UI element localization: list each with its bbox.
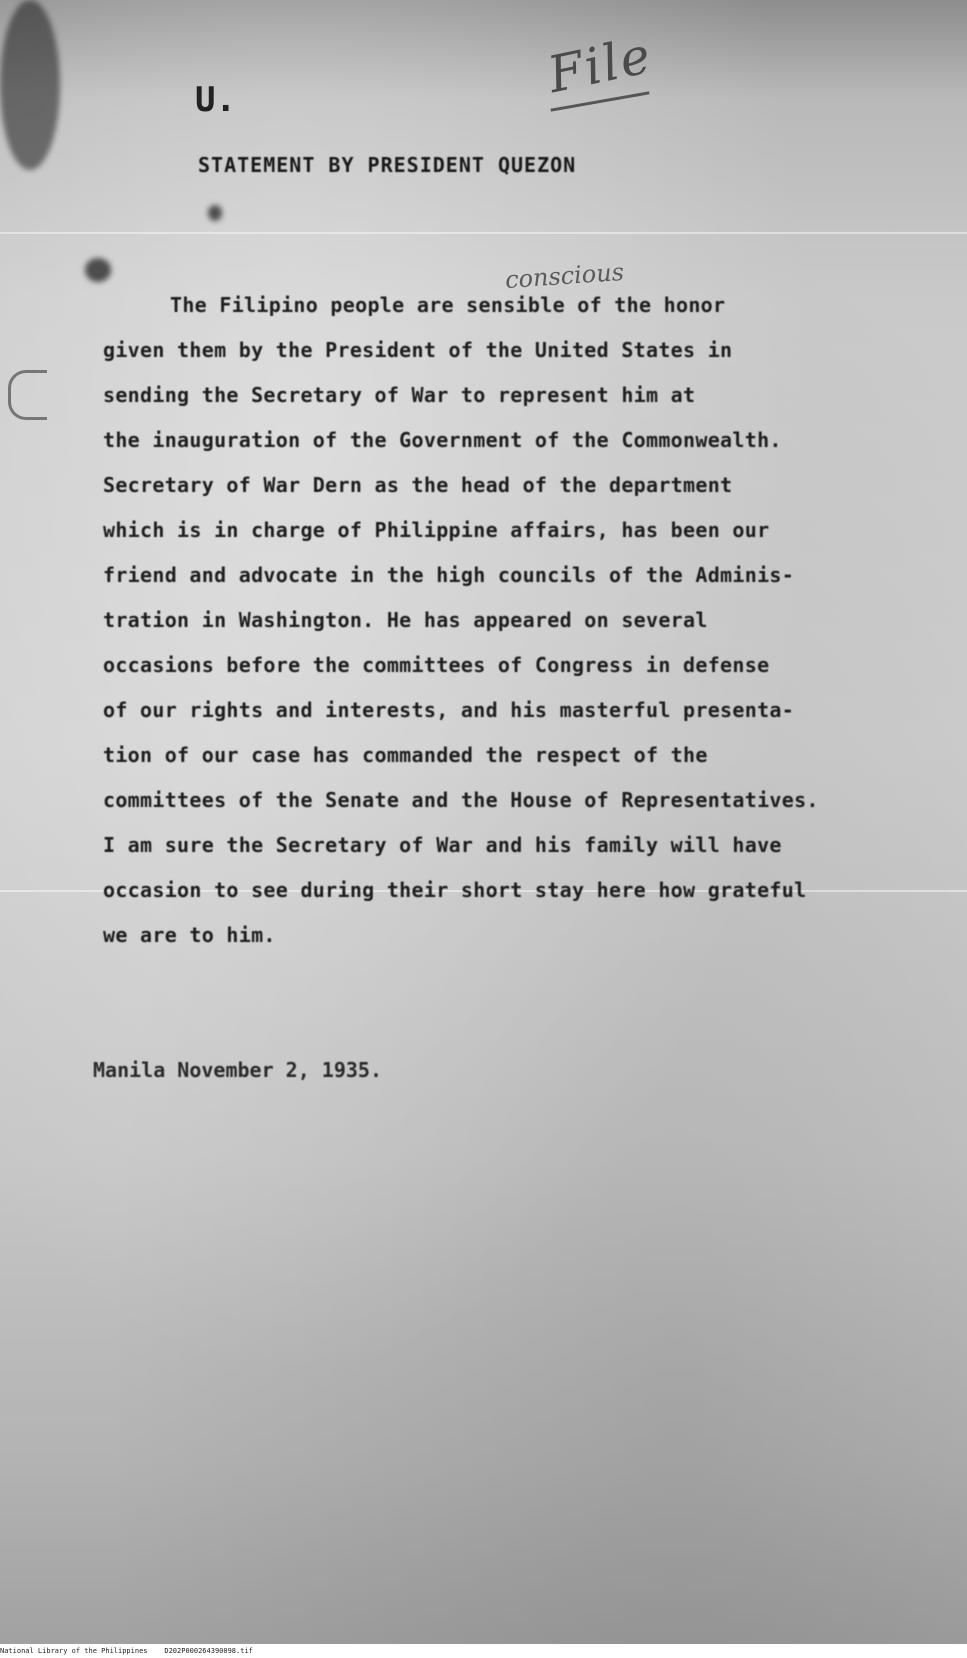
body-line: we are to him. [103,923,276,947]
ink-blot [208,205,222,221]
handwritten-file-note: File [543,25,658,105]
body-line: friend and advocate in the high councils of the Adminis- [103,563,795,587]
fold-line [0,232,967,234]
body-line: tration in Washington. He has appeared on several [103,608,708,632]
body-line: sending the Secretary of War to represent him at [103,383,696,407]
scan-footer [0,1644,967,1658]
footer-file-name: D202P000264390098.tif [164,1647,253,1655]
document-title: STATEMENT BY PRESIDENT QUEZON [198,153,577,177]
body-line: which is in charge of Philippine affairs, has been our [103,518,770,542]
place-and-date: Manila November 2, 1935. [93,1058,382,1082]
body-line: tion of our case has commanded the respect of the [103,743,708,767]
body-line: committees of the Senate and the House of Representatives. [103,788,819,812]
body-line: The Filipino people are sensible of the honor [170,293,726,317]
footer-source: National Library of the Philippines [0,1647,148,1655]
corner-mark: U. [195,80,236,120]
paper-clip-mark [8,370,47,420]
body-line: of our rights and interests, and his masterful presenta- [103,698,795,722]
scan-edge-smudge [0,0,60,170]
body-line: given them by the President of the United States in [103,338,733,362]
body-line: I am sure the Secretary of War and his family will have [103,833,782,857]
body-line: the inauguration of the Government of the Commonwealth. [103,428,782,452]
body-line: occasion to see during their short stay here how grateful [103,878,807,902]
body-line: occasions before the committees of Congress in defense [103,653,770,677]
ink-blot [85,258,111,282]
body-line: Secretary of War Dern as the head of the department [103,473,733,497]
handwritten-correction: conscious [504,257,625,295]
